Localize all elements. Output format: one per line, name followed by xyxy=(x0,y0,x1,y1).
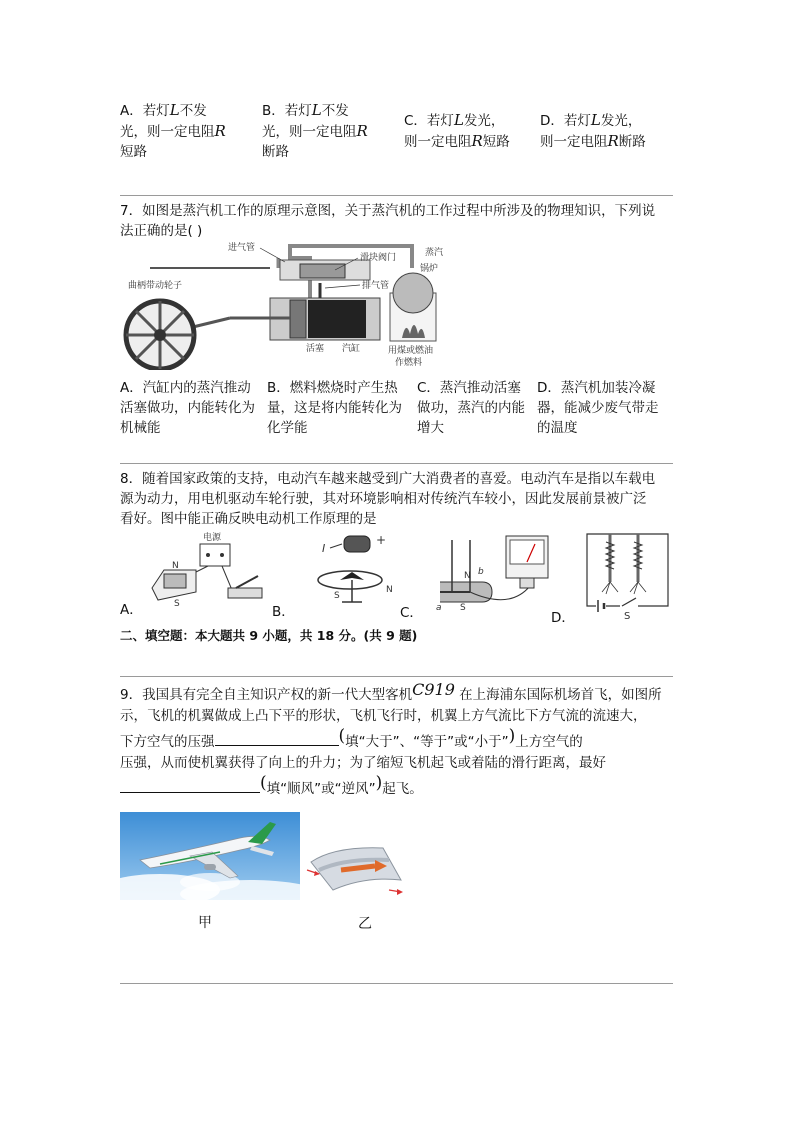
q7-a-line1: A．汽缸内的蒸汽推动 xyxy=(120,380,251,396)
q7-a-line2: 活塞做功，内能转化为 xyxy=(120,400,255,416)
q7-option-a xyxy=(120,378,262,438)
label-b-c: b xyxy=(478,567,484,577)
label-cylinder: 汽缸 xyxy=(342,344,361,354)
q9-line1: 9．我国具有完全自主知识产权的新一代大型客机C919 在上海浦东国际机场首飞，如图所 xyxy=(120,680,662,703)
q6-option-c xyxy=(404,110,539,152)
q6-c-text4: 短路 xyxy=(482,134,510,150)
divider-4 xyxy=(120,983,673,984)
airplane-photo xyxy=(120,812,300,900)
q6-c-text2: 发光， xyxy=(463,113,505,129)
q8-figure-b xyxy=(300,530,400,612)
q8-stem-line2: 源为动力，用电机驱动车轮行驶，其对环境影响相对传统汽车较小，因此发展前景被广泛 xyxy=(120,491,647,507)
q7-c-line3: 增大 xyxy=(417,420,444,436)
q8-figure-c xyxy=(430,530,580,612)
cylinder-dark xyxy=(308,300,366,338)
q6-d-var-r: R xyxy=(607,132,619,150)
compass-needle xyxy=(340,572,364,580)
q6-d-text4: 断路 xyxy=(618,134,646,150)
q6-b-text1: B．若灯 xyxy=(262,103,312,119)
q6-d-text2: 发光， xyxy=(600,113,642,129)
q7-c-line2: 做功，蒸汽的内能 xyxy=(417,400,525,416)
label-steam: 蒸汽 xyxy=(425,248,444,258)
q8-stem-line3: 看好。图中能正确反映电动机工作原理的是 xyxy=(120,511,377,527)
coil-b xyxy=(344,536,370,552)
magnet-a xyxy=(164,574,186,588)
label-s-c: S xyxy=(460,603,466,612)
label-fuel1: 用煤或燃油 xyxy=(388,346,434,356)
label-i: I xyxy=(322,542,326,555)
section-2-title: 二、填空题：本大题共 9 小题，共 18 分。(共 9 题) xyxy=(120,628,418,643)
boiler xyxy=(393,273,433,313)
steam-engine-figure xyxy=(120,238,445,370)
q8-stem xyxy=(120,469,680,529)
caption-yi: 乙 xyxy=(358,916,372,932)
blank-2-hint: 填“顺风”或“逆风” xyxy=(266,781,376,797)
q9-line5: (填“顺风”或“逆风”)起飞。 xyxy=(120,778,680,800)
caption-jia: 甲 xyxy=(198,915,212,931)
q8-label-d: D． xyxy=(551,610,575,626)
q8-stem-line1: 8．随着国家政策的支持，电动汽车越来越受到广大消费者的喜爱。电动汽车是指以车载电 xyxy=(120,471,656,487)
q6-a-var-l: L xyxy=(169,101,180,119)
q6-option-d xyxy=(540,110,675,152)
label-n-a: N xyxy=(172,561,179,571)
q7-option-c xyxy=(417,378,535,438)
q7-option-b xyxy=(267,378,415,438)
circuit-d xyxy=(587,534,668,606)
piston xyxy=(290,300,306,338)
q9-line3: 下方空气的压强 (填“大于”、“等于”或“小于”)上方空气的 xyxy=(120,726,583,750)
q7-stem xyxy=(120,201,680,241)
q6-option-b xyxy=(262,100,392,162)
q7-d-line3: 的温度 xyxy=(537,420,578,436)
label-boiler: 锅炉 xyxy=(420,264,439,274)
q7-b-line2: 量，这是将内能转化为 xyxy=(267,400,402,416)
label-power: 电源 xyxy=(203,533,222,543)
c919-var: C919 xyxy=(412,680,455,699)
q9-line2: 示，飞机的机翼做成上凸下平的形状，飞机飞行时，机翼上方气流比下方气流的流速大， xyxy=(120,708,647,724)
label-valve: 滑块阀门 xyxy=(360,253,397,263)
q7-d-line2: 器，能减少废气带走 xyxy=(537,400,659,416)
q7-b-line1: B．燃料燃烧时产生热 xyxy=(267,380,398,396)
q6-a-text1: A．若灯 xyxy=(120,103,170,119)
divider-3 xyxy=(120,676,673,677)
q6-d-text3: 则一定电阻 xyxy=(540,134,608,150)
coil-d-left xyxy=(606,542,614,569)
q7-c-line1: C．蒸汽推动活塞 xyxy=(417,380,521,396)
q8-figure-d xyxy=(582,530,674,620)
q6-c-text1: C．若灯 xyxy=(404,113,454,129)
blank-1-hint: 填“大于”、“等于”或“小于” xyxy=(345,734,509,750)
q6-a-var-r: R xyxy=(214,122,226,140)
q6-b-var-r: R xyxy=(356,122,368,140)
q8-label-b: B． xyxy=(272,604,295,620)
label-a-c: a xyxy=(436,603,442,612)
q6-c-var-l: L xyxy=(453,111,464,129)
label-fuel2: 作燃料 xyxy=(395,358,423,368)
q7-stem-line2: 法正确的是( ) xyxy=(120,223,203,239)
q8-label-a: A． xyxy=(120,602,143,618)
q6-c-var-r: R xyxy=(471,132,483,150)
q6-a-text3: 光，则一定电阻 xyxy=(120,124,215,140)
q6-d-var-l: L xyxy=(590,111,601,129)
q6-b-text3: 光，则一定电阻 xyxy=(262,124,357,140)
q7-stem-line1: 7．如图是蒸汽机工作的原理示意图，关于蒸汽机的工作过程中所涉及的物理知识，下列说 xyxy=(120,203,656,219)
label-n-b: N xyxy=(386,585,393,595)
label-piston: 活塞 xyxy=(306,344,325,354)
q6-a-text2: 不发 xyxy=(179,103,207,119)
blank-2[interactable] xyxy=(120,778,260,793)
label-n-c: N xyxy=(464,571,471,581)
label-plus: + xyxy=(376,533,387,547)
q8-figure-a xyxy=(148,530,266,608)
iron-filings xyxy=(602,582,646,594)
q7-b-line3: 化学能 xyxy=(267,420,308,436)
label-s-d: S xyxy=(624,611,631,620)
switch-a xyxy=(228,588,262,598)
blank-1[interactable] xyxy=(215,731,339,746)
slide-valve xyxy=(300,264,345,278)
q6-b-text2: 不发 xyxy=(321,103,349,119)
q6-b-text4: 断路 xyxy=(262,144,289,160)
q6-c-text3: 则一定电阻 xyxy=(404,134,472,150)
q7-d-line1: D．蒸汽机加装冷凝 xyxy=(537,380,656,396)
label-inlet: 进气管 xyxy=(228,243,256,253)
q7-a-line3: 机械能 xyxy=(120,420,161,436)
divider-2 xyxy=(120,463,673,464)
flywheel-hub xyxy=(154,329,166,341)
q6-option-a xyxy=(120,100,250,162)
label-exhaust: 排气管 xyxy=(362,281,390,291)
q6-b-var-l: L xyxy=(311,101,322,119)
q6-a-text4: 短路 xyxy=(120,144,147,160)
q9-stem xyxy=(120,680,680,800)
divider-1 xyxy=(120,195,673,196)
coil-d-right xyxy=(634,542,642,569)
wing-figure xyxy=(305,840,405,904)
label-s-a: S xyxy=(174,599,180,608)
label-s-b: S xyxy=(334,591,340,601)
q6-d-text1: D．若灯 xyxy=(540,113,591,129)
power-supply xyxy=(200,544,230,566)
q9-line4: 压强，从而使机翼获得了向上的升力；为了缩短飞机起飞或着陆的滑行距离，最好 xyxy=(120,755,606,771)
label-crank: 曲柄带动轮子 xyxy=(128,281,183,291)
q8-label-c: C． xyxy=(400,605,423,621)
q7-option-d xyxy=(537,378,673,438)
